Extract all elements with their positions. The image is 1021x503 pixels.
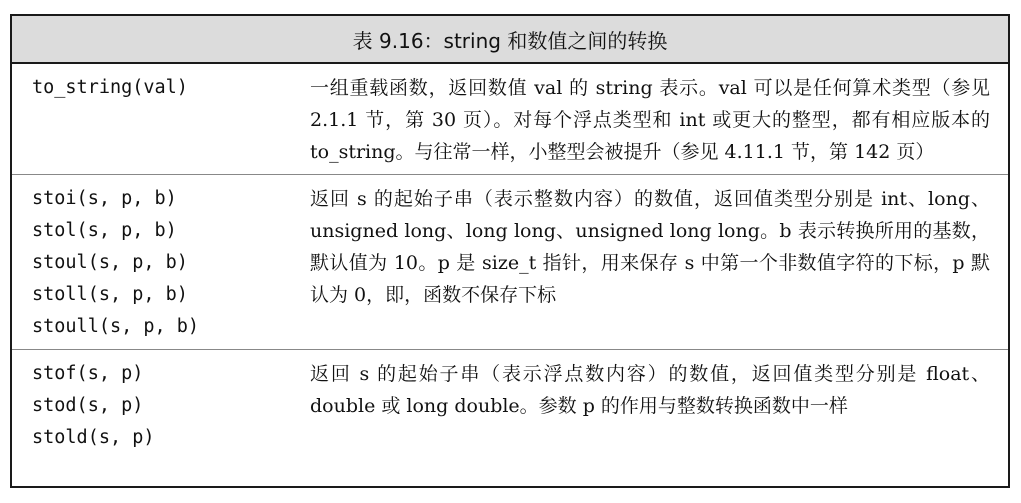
function-description: 返回 s 的起始子串（表示浮点数内容）的数值，返回值类型分别是 float、double 或 long double。参数 p 的作用与整数转换函数中一样 (310, 363, 990, 417)
function-description: 返回 s 的起始子串（表示整数内容）的数值，返回值类型分别是 int、long、unsigned long、long long、unsigned long long。b 表示转换所用的基数，默认值为 10。p 是 size_t 指针，用来保存 s 中第一个非数值字符的下标，p 默认为 0，即，函数不保存下标 (310, 188, 990, 306)
function-signature: stoul(s, p, b) (32, 252, 188, 273)
function-signature: stoull(s, p, b) (32, 316, 200, 337)
function-description: 一组重载函数，返回数值 val 的 string 表示。val 可以是任何算术类型（参见 2.1.1 节，第 30 页）。对每个浮点类型和 int 或更大的整型，都有相应版本的 to_string。与往常一样，小整型会被提升（参见 4.11.1 节，第 142 页） (310, 77, 990, 163)
table-row (12, 64, 1008, 174)
function-signature: stof(s, p) (32, 363, 144, 384)
function-signature: stoi(s, p, b) (32, 188, 177, 209)
function-column (12, 358, 310, 454)
function-signature: stod(s, p) (32, 395, 144, 416)
table-row (12, 349, 1008, 460)
table-row (12, 174, 1008, 349)
function-signature: stoll(s, p, b) (32, 284, 188, 305)
function-signature: stol(s, p, b) (32, 220, 177, 241)
conversion-table (10, 14, 1010, 488)
function-signature: stold(s, p) (32, 427, 155, 448)
table-caption: 表 9.16：string 和数值之间的转换 (12, 16, 1008, 64)
function-column (12, 72, 310, 168)
function-signature: to_string(val) (32, 77, 188, 98)
function-column (12, 183, 310, 343)
